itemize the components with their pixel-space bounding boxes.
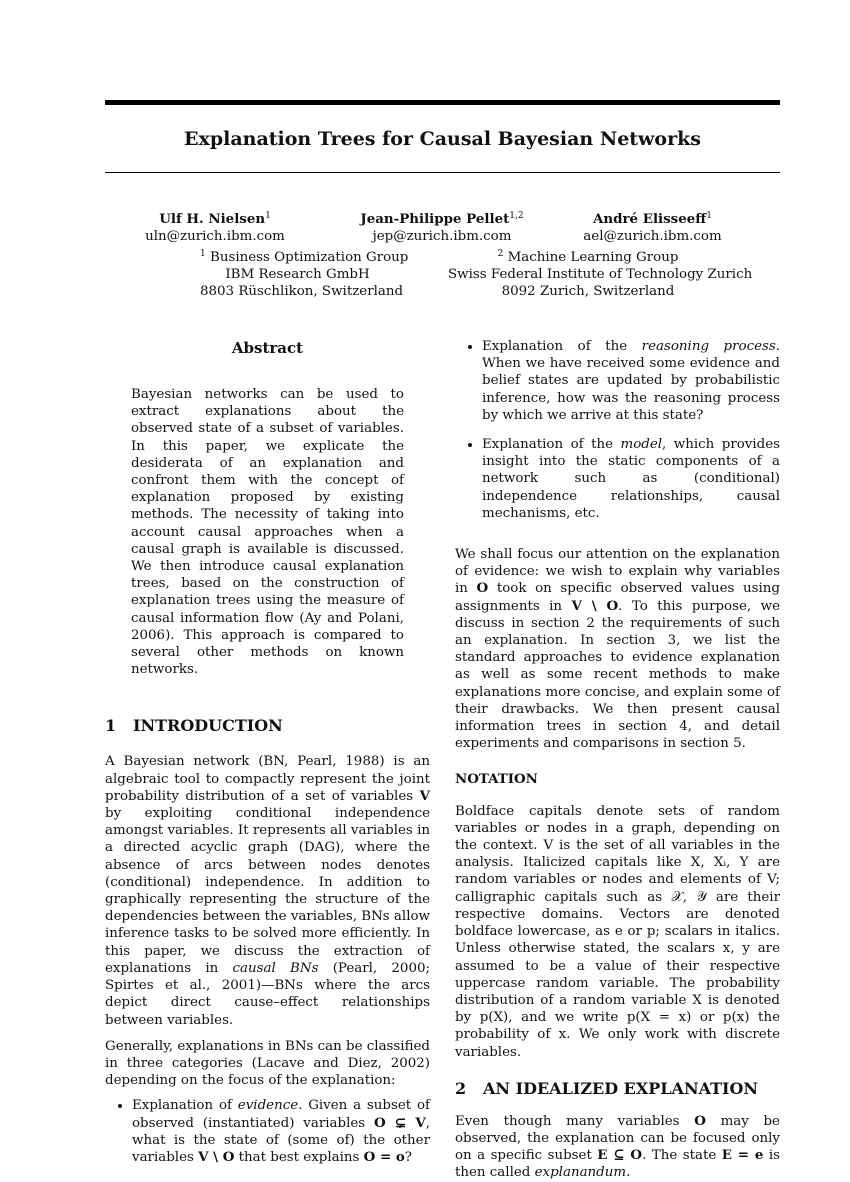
explanation-categories-list-continued [455, 338, 780, 522]
notation-heading: NOTATION [455, 771, 538, 788]
author-2: Jean-Philippe Pellet$^{1,2}$ jep@zurich.ibm.com [352, 211, 532, 245]
focus-paragraph: We shall focus our attention on the explanation of evidence: we wish to explain why variables in O took on specific observed values using assignments in V \ O. To this purpose, we discuss in section 2 the requirements of such an explanation. In section 3, we list the standard approaches to evidence explanation as well as some recent methods to make explanations more concise, and explain some of their drawbacks. We then present causal information trees in section 4, and detail experiments and comparisons in section 5. [455, 547, 780, 752]
affiliation-2: $^2$ Machine Learning Group Swiss Federal Institute of Technology Zurich 8092 Zurich, Switzerland [448, 249, 753, 300]
section-2-paragraph: Even though many variables O may be observed, the explanation can be focused only on a specific subset E ⊆ O. The state E = e is then called explanandum. [455, 1112, 780, 1181]
section-1-heading: 1 INTRODUCTION [105, 716, 283, 736]
paper-title: Explanation Trees for Causal Bayesian Networks [184, 128, 701, 150]
section-2-heading: 2 AN IDEALIZED EXPLANATION [455, 1078, 759, 1098]
author-email: ael@zurich.ibm.com [583, 229, 722, 245]
left-column [105, 336, 430, 1166]
author-name: Jean-Philippe Pellet [360, 211, 510, 227]
abstract-text: Bayesian networks can be used to extract explanations about the observed state of a subset of variables. In this paper, we explicate the desiderata of an explanation and confront them with the concept of explanation proposed by existing methods. The necessity of taking into account causal approaches when a causal graph is available is discussed. We then introduce causal explanation trees, based on the construction of explanation trees using the measure of causal information flow (Ay and Polani, 2006). This approach is compared to several other methods on known networks. [131, 387, 404, 678]
author-1: Ulf H. Nielsen$^1$ uln@zurich.ibm.com [130, 211, 300, 245]
list-item: • Explanation of the model, which provides insight into the static components of a network such as (conditional) independence relationships, causal mechanisms, etc. [482, 436, 780, 522]
author-email: uln@zurich.ibm.com [145, 229, 285, 245]
author-name: André Elisseeff [593, 211, 707, 227]
author-name: Ulf H. Nielsen [159, 211, 266, 227]
notation-paragraph: Boldface capitals denote sets of random variables or nodes in a graph, depending on the context. V is the set of all variables in the analysis. Italicized capitals like X, Xᵢ, Y are random variables or nodes and elements of V; calligraphic capitals such as 𝒳, 𝒴 are their respective domains. Vectors are denoted boldface lowercase, as e or p; scalars in italics. Unless otherwise stated, the scalars x, y are assumed to be a value of their respective uppercase random variable. The probability distribution of a random variable X is denoted by p(X), and we write p(X = x) or p(x) the probability of x. We only work with discrete variables. [455, 803, 780, 1060]
explanation-categories-list [105, 1097, 430, 1166]
title-rule-top [105, 100, 780, 105]
author-3: André Elisseeff$^1$ ael@zurich.ibm.com [580, 211, 725, 245]
affiliation-1: $^1$ Business Optimization Group IBM Research GmbH 8803 Rüschlikon, Switzerland [200, 249, 409, 300]
title-rule-bottom [105, 172, 780, 173]
list-item: • Explanation of evidence. Given a subset of observed (instantiated) variables O ⊊ V, what is the state of (some of) the other variables V \ O that best explains O = o? [132, 1097, 430, 1166]
intro-paragraph-2: Generally, explanations in BNs can be classified in three categories (Lacave and Diez, 2002) depending on the focus of the explanation: [105, 1038, 431, 1089]
right-column [455, 336, 780, 1182]
intro-paragraph-1: A Bayesian network (BN, Pearl, 1988) is an algebraic tool to compactly represent the joint probability distribution of a set of variables V by exploiting conditional independence amongst variables. It represents all variables in a directed acyclic graph (DAG), where the absence of arcs between nodes denotes (conditional) independence. In addition to graphically representing the structure of the dependencies between the variables, BNs allow inference tasks to be solved more efficiently. In this paper, we discuss the extraction of explanations in causal BNs (Pearl, 2000; Spirtes et al., 2001)—BNs where the arcs depict direct cause–effect relationships between variables. [105, 754, 430, 1028]
list-item: • Explanation of the reasoning process. When we have received some evidence and belief states are updated by probabilistic inference, how was the reasoning process by which we arrive at this state? [482, 338, 780, 424]
author-email: jep@zurich.ibm.com [372, 229, 512, 245]
abstract-heading: Abstract [231, 339, 304, 357]
